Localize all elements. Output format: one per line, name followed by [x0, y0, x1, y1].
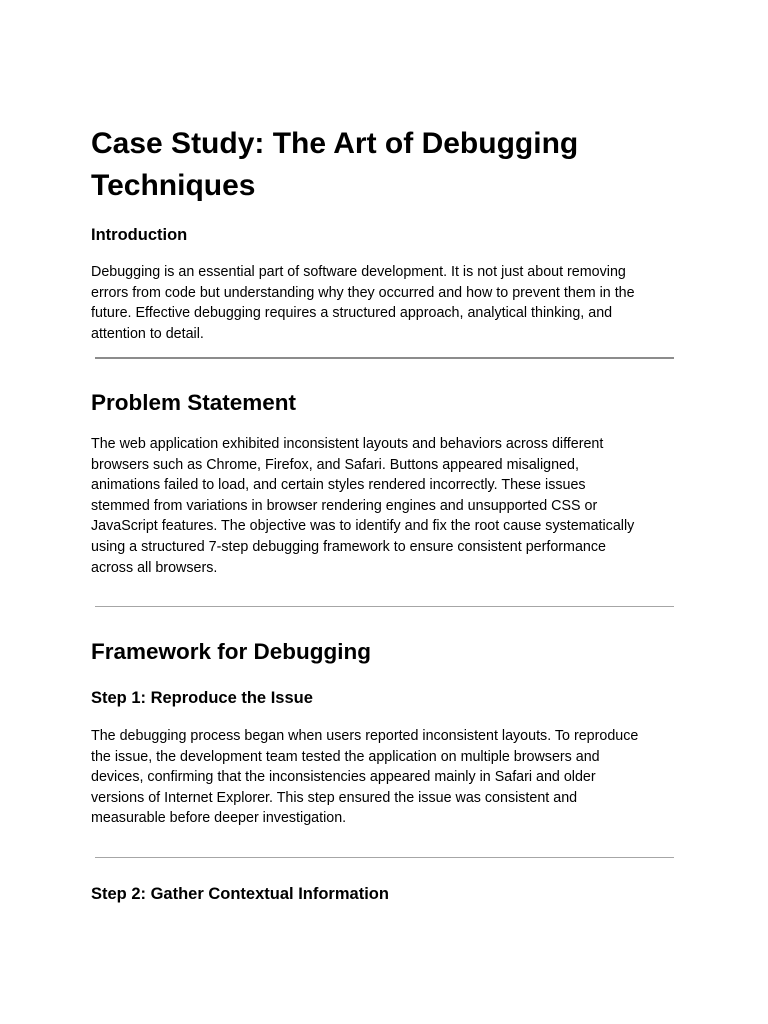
step1-paragraph — [91, 726, 691, 829]
framework-heading: Framework for Debugging — [91, 639, 372, 664]
paragraph-line: versions of Internet Explorer. This step ensured the issue was consistent and — [91, 789, 578, 806]
paragraph-line: attention to detail. — [91, 325, 204, 342]
section-divider — [95, 357, 674, 359]
title-line: Case Study: The Art of Debugging — [91, 127, 579, 160]
paragraph-line: measurable before deeper investigation. — [91, 810, 347, 827]
paragraph-line: browsers such as Chrome, Firefox, and Safari. Buttons appeared misaligned, — [91, 456, 579, 473]
paragraph-line: stemmed from variations in browser rendering engines and unsupported CSS or — [91, 497, 598, 514]
paragraph-line: future. Effective debugging requires a structured approach, analytical thinking, and — [91, 305, 613, 322]
problem-statement-heading: Problem Statement — [91, 390, 297, 415]
paragraph-line: The web application exhibited inconsistent layouts and behaviors across different — [91, 436, 604, 452]
paragraph-line: across all browsers. — [91, 559, 218, 576]
document-title — [91, 123, 691, 207]
introduction-heading: Introduction — [91, 226, 188, 244]
paragraph-line: The debugging process began when users reported inconsistent layouts. To reproduce — [91, 728, 639, 744]
paragraph-line: using a structured 7-step debugging framework to ensure consistent performance — [91, 538, 606, 555]
step2-heading: Step 2: Gather Contextual Information — [91, 885, 389, 903]
paragraph-line: animations failed to load, and certain styles rendered incorrectly. These issues — [91, 477, 586, 494]
paragraph-line: Debugging is an essential part of software development. It is not just about removing — [91, 264, 626, 280]
step1-heading: Step 1: Reproduce the Issue — [91, 689, 313, 707]
title-line: Techniques — [91, 169, 256, 202]
section-divider — [95, 606, 674, 607]
introduction-paragraph — [91, 262, 691, 344]
paragraph-line: errors from code but understanding why they occurred and how to prevent them in the — [91, 284, 635, 301]
section-divider — [95, 857, 674, 858]
paragraph-line: the issue, the development team tested the application on multiple browsers and — [91, 748, 600, 765]
paragraph-line: devices, confirming that the inconsistencies appeared mainly in Safari and older — [91, 769, 596, 786]
paragraph-line: JavaScript features. The objective was to identify and fix the root cause systematically — [91, 518, 635, 535]
problem-statement-paragraph — [91, 434, 691, 578]
